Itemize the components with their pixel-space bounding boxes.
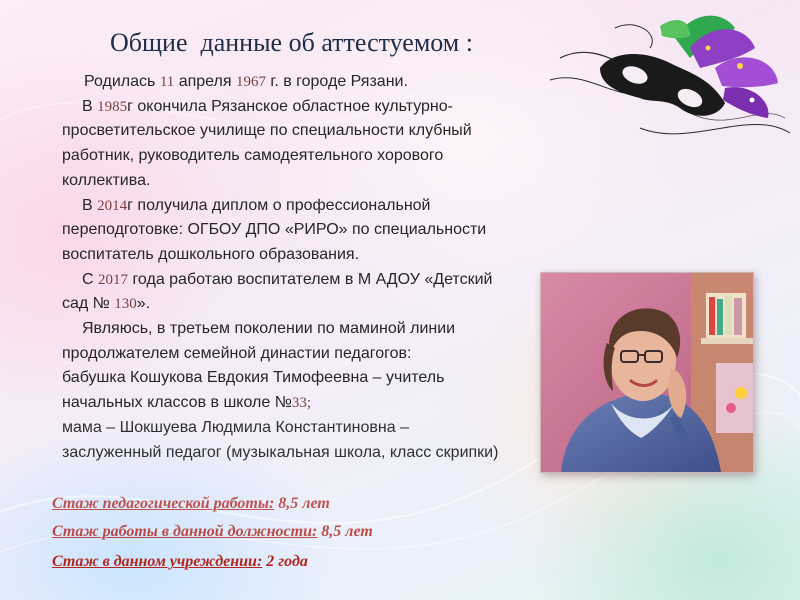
stat-teaching-experience bbox=[52, 495, 330, 513]
bio-text: В bbox=[82, 196, 98, 214]
bio-number: 1967 bbox=[235, 74, 266, 90]
bio-text: г получила диплом о профессиональной переподготовке: ОГБОУ ДПО «РИРО» по специальности воспитатель дошкольного образования. bbox=[62, 196, 487, 263]
stat-position-experience bbox=[52, 523, 373, 541]
bio-text: апреля bbox=[174, 73, 236, 90]
stat-label: Стаж в данном учреждении: bbox=[52, 553, 263, 570]
bio-birth bbox=[62, 70, 502, 95]
stat-institution-experience bbox=[52, 553, 308, 571]
page-title: Общие данные об аттестуемом : bbox=[110, 28, 473, 57]
masquerade-mask-icon bbox=[540, 8, 800, 148]
stat-label: Стаж педагогической работы: bbox=[52, 495, 275, 512]
bio-mother bbox=[62, 416, 502, 465]
bio-text: В bbox=[82, 97, 98, 115]
bio-text: мама – Шокшуева Людмила Константиновна – заслуженный педагог (музыкальная школа, класс скрипки) bbox=[62, 418, 499, 461]
portrait-illustration bbox=[541, 273, 753, 472]
bio-number: 130 bbox=[114, 296, 137, 313]
bio-number: 2014 bbox=[97, 197, 128, 214]
bio-grandmother bbox=[62, 366, 502, 415]
portrait-photo bbox=[540, 272, 754, 473]
bio-text: С bbox=[82, 270, 98, 288]
stat-value: 8,5 лет bbox=[274, 495, 330, 512]
bio-text: г. в городе Рязани. bbox=[265, 73, 408, 90]
bio-diploma bbox=[62, 194, 502, 268]
stat-label: Стаж работы в данной должности: bbox=[52, 523, 318, 540]
bio-dynasty bbox=[62, 317, 502, 366]
bio-number: 2017 bbox=[98, 271, 128, 288]
bio-text: г окончила Рязанское областное культурно-просветительское училище по специальности клубный работник, руководитель самодеятельного хорового коллектива. bbox=[62, 97, 472, 189]
stat-value: 8,5 лет bbox=[317, 523, 373, 540]
bio-number: 33; bbox=[291, 395, 312, 412]
stat-value: 2 года bbox=[262, 553, 308, 570]
bio-number: 1985 bbox=[97, 98, 128, 115]
bio-work bbox=[62, 268, 502, 317]
bio-college bbox=[62, 95, 502, 194]
bio-text: года работаю воспитателем в М АДОУ «Детский сад № bbox=[62, 270, 493, 313]
bio-text: Родилась bbox=[84, 73, 160, 90]
bio-number: 11 bbox=[159, 74, 175, 90]
bio-text: ». bbox=[136, 295, 151, 313]
bio-text: Являюсь, в третьем поколении по маминой линии продолжателем семейной династии педагогов: bbox=[62, 320, 456, 362]
biography-text bbox=[62, 70, 502, 465]
bio-text: бабушка Кошукова Евдокия Тимофеевна – учитель начальных классов в школе № bbox=[62, 369, 445, 412]
